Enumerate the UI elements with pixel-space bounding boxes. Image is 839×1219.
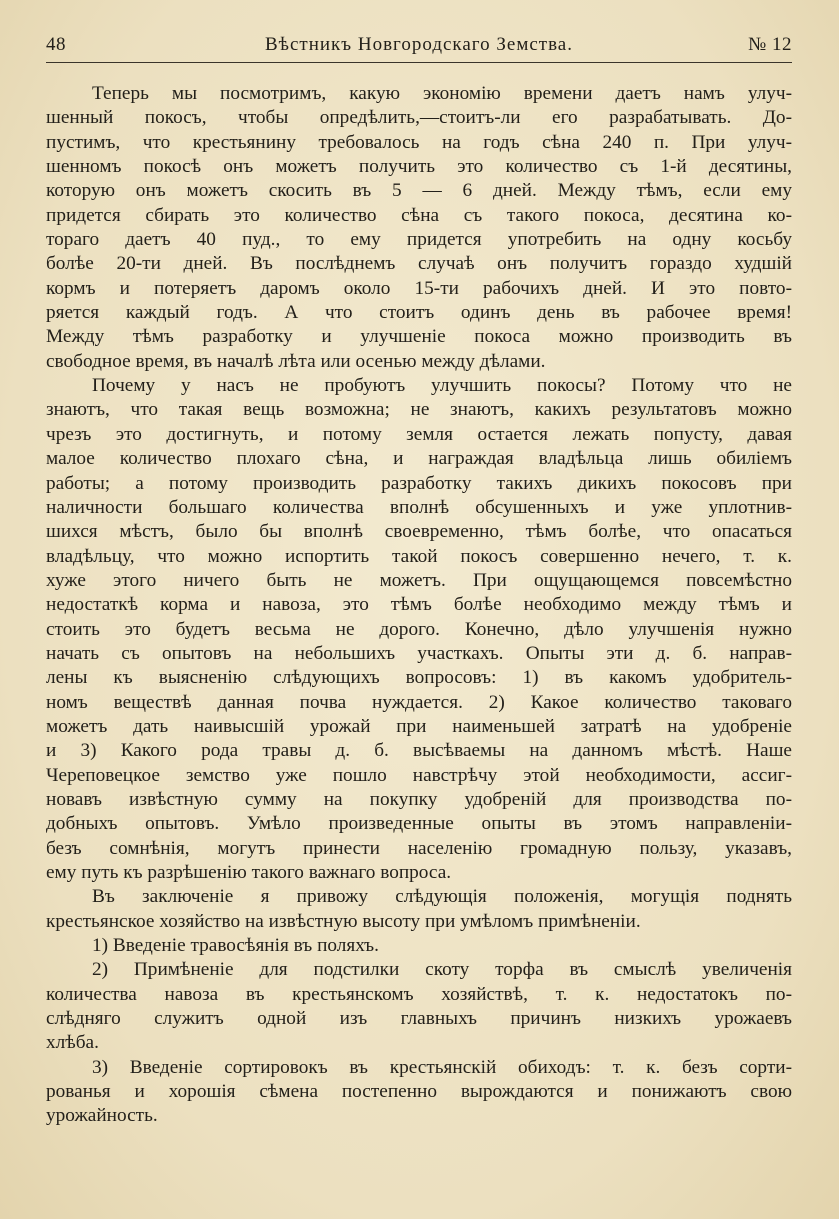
text-line: лены къ выясненію слѣдующихъ вопросовъ: 1) въ какомъ удобритель-	[46, 667, 792, 689]
text-line: наличности большаго количества вполнѣ обсушенныхъ и уже уплотнив-	[46, 496, 792, 518]
text-line: номъ веществѣ данная почва нуждается. 2) Какое количество таковаго	[46, 691, 792, 713]
text-line: недостаткѣ корма и навоза, это тѣмъ болѣе необходимо между тѣмъ и	[46, 594, 792, 616]
text-line: работы; а потому производить разработку такихъ дикихъ покосовъ при	[46, 472, 792, 494]
text-line: слѣдняго служитъ одной изъ главныхъ причинъ низкихъ урожаевъ	[46, 1008, 792, 1030]
text-line: безъ сомнѣнія, могутъ принести населенію громадную пользу, указавъ,	[46, 837, 792, 859]
text-line: 1) Введеніе травосѣянія въ поляхъ.	[92, 935, 379, 957]
journal-title: Вѣстникъ Новгородскаго Земства.	[265, 34, 573, 55]
text-line: которую онъ можетъ скосить въ 5 — 6 дней. Между тѣмъ, если ему	[46, 180, 792, 202]
text-line: 2) Примѣненіе для подстилки скоту торфа въ смыслѣ увеличенія	[92, 959, 792, 981]
text-line: тораго даетъ 40 пуд., то ему придется употребить на одну косьбу	[46, 229, 792, 251]
text-line: урожайность.	[46, 1105, 158, 1127]
text-line: шенный покосъ, чтобы опредѣлить,—стоитъ-ли его разрабатывать. До-	[46, 107, 792, 129]
text-line: придется сбирать это количество сѣна съ такого покоса, десятина ко-	[46, 204, 792, 226]
text-line: шенномъ покосѣ онъ можетъ получить это количество съ 1-й десятины,	[46, 156, 792, 178]
text-line: болѣе 20-ти дней. Въ послѣднемъ случаѣ онъ получитъ гораздо худшій	[46, 253, 792, 275]
text-line: Череповецкое земство уже пошло навстрѣчу этой необходимости, ассиг-	[46, 764, 792, 786]
text-line: ему путь къ разрѣшенію такого важнаго вопроса.	[46, 862, 452, 883]
issue-number: № 12	[748, 34, 792, 55]
text-line: Теперь мы посмотримъ, какую экономію времени даетъ намъ улуч-	[92, 83, 792, 104]
text-line: рованья и хорошія сѣмена постепенно вырождаются и понижаютъ свою	[46, 1081, 792, 1103]
text-line: знаютъ, что такая вещь возможна; не знаютъ, какихъ результатовъ можно	[46, 399, 792, 421]
text-line: добныхъ опытовъ. Умѣло произведенные опыты въ этомъ направленіи-	[46, 813, 792, 835]
text-line: владѣльцу, что можно испортить такой покосъ совершенно нечего, т. к.	[46, 545, 792, 567]
text-line: новавъ извѣстную сумму на покупку удобреній для производства по-	[46, 788, 792, 810]
text-line: Въ заключеніе я привожу слѣдующія положенія, могущія поднять	[92, 886, 792, 908]
text-line: стоить это будетъ весьма не дорого. Конечно, дѣло улучшенія нужно	[46, 618, 792, 640]
text-line: малое количество плохаго сѣна, и награждая владѣльца лишь обиліемъ	[46, 448, 792, 470]
text-line: хлѣба.	[46, 1032, 99, 1054]
page-number: 48	[46, 34, 66, 55]
header-rule	[46, 62, 792, 63]
text-line: пустимъ, что крестьянину требовалось на годъ сѣна 240 п. При улуч-	[46, 131, 792, 153]
text-line: крестьянское хозяйство на извѣстную высоту при умѣломъ примѣненіи.	[46, 910, 641, 932]
text-line: кормъ и потеряетъ даромъ около 15-ти рабочихъ дней. И это повто-	[46, 277, 792, 299]
text-line: 3) Введеніе сортировокъ въ крестьянскій обиходъ: т. к. безъ сорти-	[92, 1056, 792, 1078]
text-line: количества навоза въ крестьянскомъ хозяйствѣ, т. к. недостатокъ по-	[46, 983, 792, 1005]
running-header	[46, 28, 792, 62]
text-line: хуже этого ничего быть не можетъ. При ощущающемся повсемѣстно	[46, 569, 792, 591]
text-line: Между тѣмъ разработку и улучшеніе покоса можно производить въ	[46, 326, 792, 348]
text-line: можетъ дать наивысшій урожай при наименьшей затратѣ на удобреніе	[46, 715, 792, 737]
text-line: ряется каждый годъ. А что стоитъ одинъ день въ рабочее время!	[46, 302, 792, 324]
article-body	[46, 82, 792, 1129]
text-line: свободное время, въ началѣ лѣта или осенью между дѣлами.	[46, 350, 546, 372]
text-line: шихся мѣстъ, было бы вполнѣ своевременно, тѣмъ болѣе, что опасаться	[46, 521, 792, 543]
text-line: и 3) Какого рода травы д. б. высѣваемы на данномъ мѣстѣ. Наше	[46, 740, 792, 762]
text-line: начать съ опытовъ на небольшихъ участкахъ. Опыты эти д. б. направ-	[46, 642, 792, 664]
text-line: Почему у насъ не пробуютъ улучшить покосы? Потому что не	[92, 375, 792, 397]
text-line: чрезъ это достигнуть, и потому земля остается лежать попусту, давая	[46, 423, 792, 445]
